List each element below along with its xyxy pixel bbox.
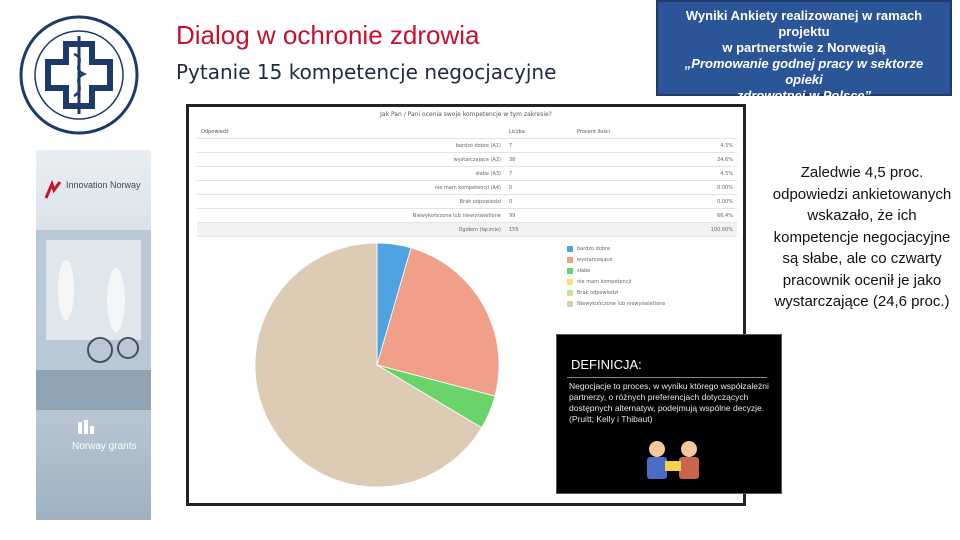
row-count: 38 — [505, 153, 573, 167]
negotiation-clipart-icon — [637, 437, 709, 489]
legend-item — [567, 265, 665, 276]
row-count: 7 — [505, 139, 573, 153]
summary-note: Zaledwie 4,5 proc. odpowiedzi ankietowanych wskazało, że ich kompetencje negocjacyjne są słabe, ale co czwarty pracownik ocenił je jako wystarczające (24,6 proc.) — [772, 164, 952, 310]
row-count: 7 — [505, 167, 573, 181]
legend-swatch — [567, 257, 573, 263]
row-percent: 24.6% — [573, 153, 737, 167]
legend-label: słabe — [577, 267, 591, 274]
legend-item — [567, 254, 665, 265]
project-info-box — [656, 0, 952, 103]
project-line-2: w partnerstwie z Norwegią — [722, 40, 886, 55]
row-label: Brak odpowiedzi — [197, 195, 505, 209]
row-label: wystarczające (A2) — [197, 153, 505, 167]
row-label: słabe (A3) — [197, 167, 505, 181]
norway-grants-banner — [36, 150, 151, 520]
column-header: Odpowiedź — [197, 125, 505, 139]
norway-grants-logo-icon — [76, 418, 96, 436]
project-line-3: „Promowanie godnej pracy w sektorze opieki — [684, 56, 924, 87]
definition-text: Negocjacje to proces, w wyniku którego współzależni partnerzy, o różnych preferencjach dotyczących dostępnych alternatyw, podejmują wspólne decyzje. (Pruitt; Kelly i Thibaut) — [569, 381, 769, 424]
project-line-4: zdrowotnej w Polsce” — [736, 88, 872, 103]
innovation-norway-text: Innovation Norway — [66, 180, 141, 190]
row-label: nie mam kompetencji (A4) — [197, 181, 505, 195]
row-percent: 0.00% — [573, 181, 737, 195]
norway-grants-text: Norway grants — [72, 441, 137, 452]
legend-item — [567, 276, 665, 287]
definition-divider — [567, 377, 767, 378]
chart-legend — [567, 243, 665, 309]
row-count: 99 — [505, 209, 573, 223]
legend-label: Brak odpowiedzi — [577, 289, 619, 296]
row-count: 0 — [505, 195, 573, 209]
legend-item — [567, 243, 665, 254]
hospital-corridor-image-icon — [36, 230, 151, 410]
column-header: Liczba — [505, 125, 573, 139]
row-count: 0 — [505, 181, 573, 195]
chart-title: Jak Pan / Pani ocenia swoje kompetencje w tym zakresie? — [380, 111, 552, 118]
row-label: Niewykończone lub niewyświetlone — [197, 209, 505, 223]
legend-swatch — [567, 246, 573, 252]
row-percent: 0.00% — [573, 195, 737, 209]
row-percent: 100.00% — [573, 223, 737, 237]
column-header: Procent ilości — [573, 125, 737, 139]
legend-swatch — [567, 268, 573, 274]
page-subtitle: Pytanie 15 kompetencje negocjacyjne — [176, 60, 557, 84]
legend-swatch — [567, 290, 573, 296]
row-label: Ogółem (łącznie) — [197, 223, 505, 237]
row-percent: 4.5% — [573, 139, 737, 153]
legend-item — [567, 298, 665, 309]
row-count: 155 — [505, 223, 573, 237]
innovation-norway-logo-icon — [44, 180, 64, 200]
row-percent: 4.5% — [573, 167, 737, 181]
row-percent: 66.4% — [573, 209, 737, 223]
legend-label: wystarczające — [577, 256, 613, 263]
page-title: Dialog w ochronie zdrowia — [176, 20, 480, 50]
project-line-1: Wyniki Ankiety realizowanej w ramach projektu — [685, 8, 923, 39]
legend-label: Niewykończone lub niewyświetlone — [577, 300, 666, 307]
legend-swatch — [567, 279, 573, 285]
row-label: bardzo dobre (A1) — [197, 139, 505, 153]
legend-label: nie mam kompetencji — [577, 278, 632, 285]
definition-title: DEFINICJA: — [571, 357, 642, 372]
legend-item — [567, 287, 665, 298]
legend-swatch — [567, 301, 573, 307]
legend-label: bardzo dobre — [577, 245, 611, 252]
definition-box — [556, 334, 782, 494]
association-logo — [18, 14, 140, 136]
